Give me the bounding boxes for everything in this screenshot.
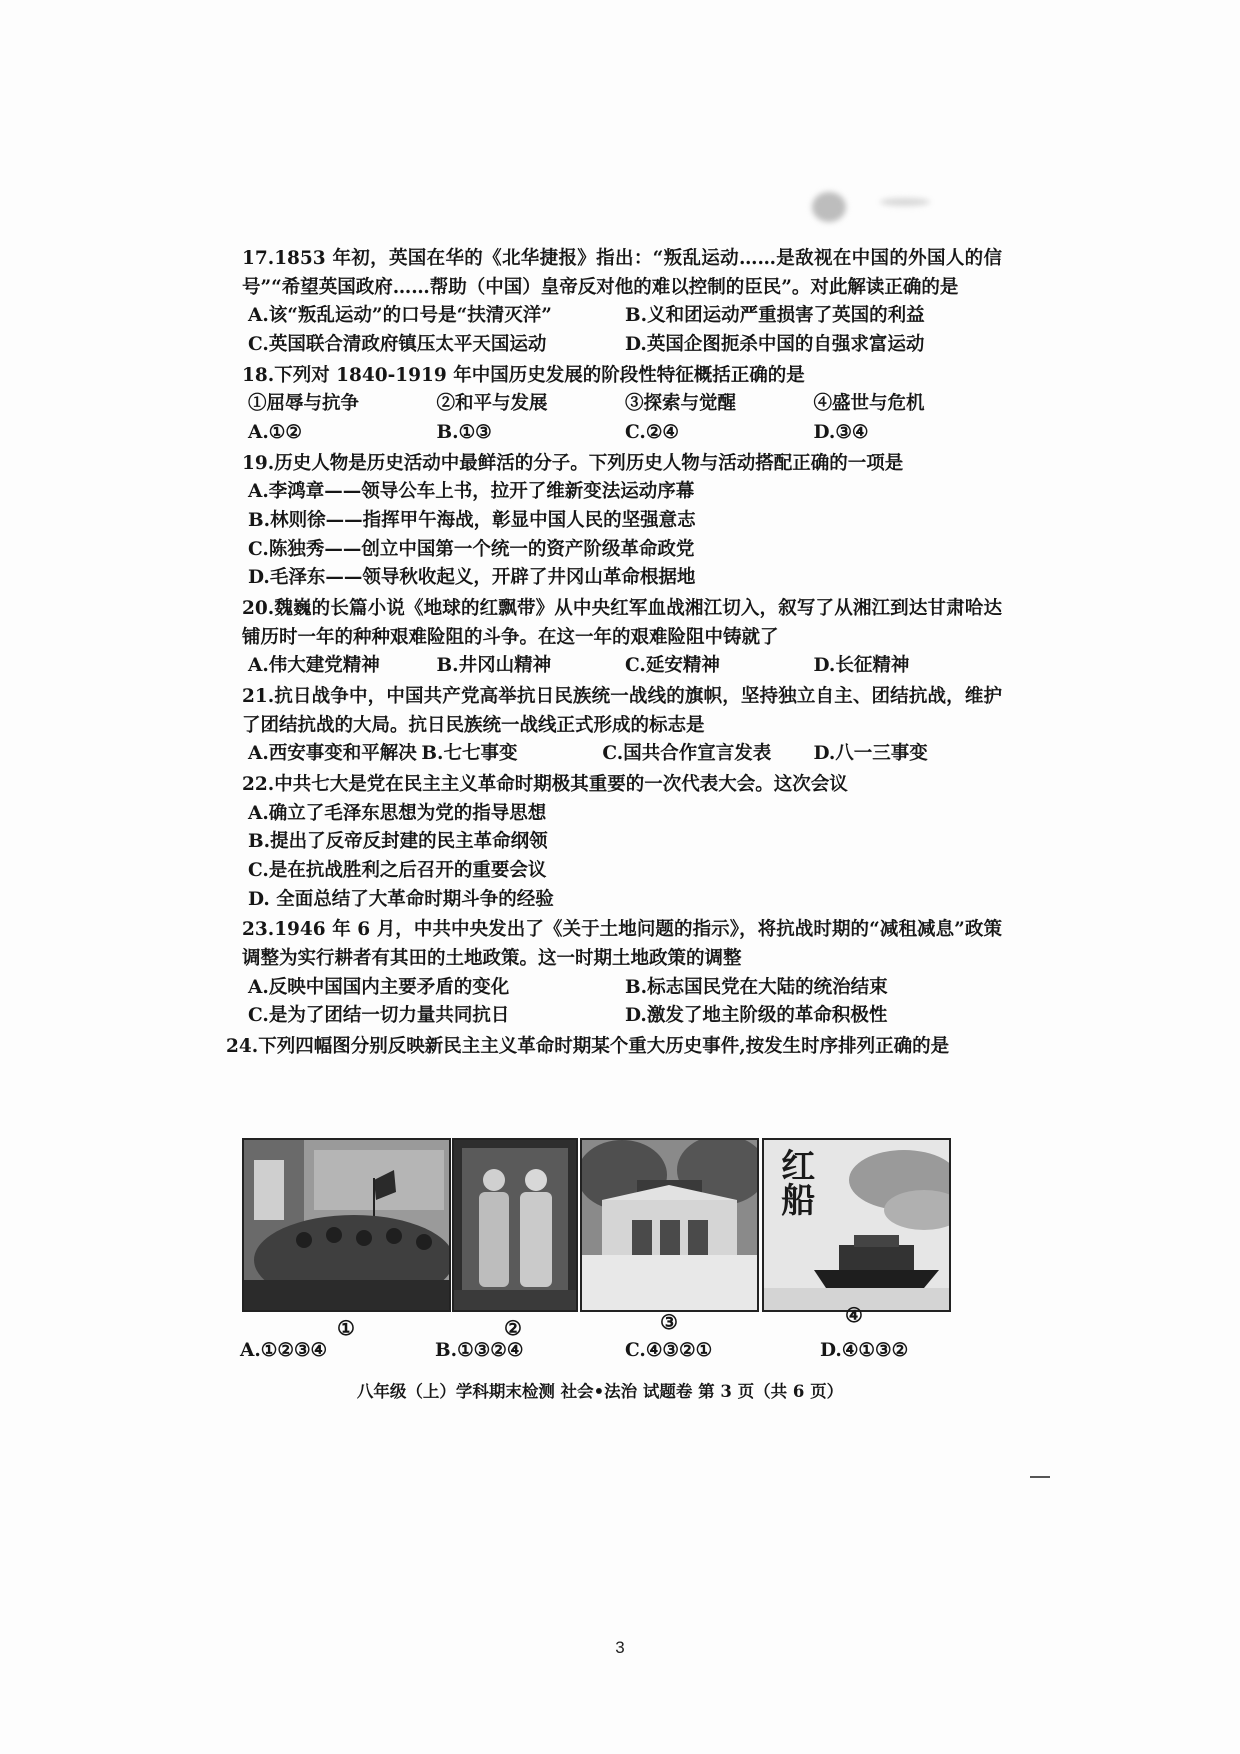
picture-3-building-photo xyxy=(580,1138,759,1312)
option-a: A.反映中国国内主要矛盾的变化 xyxy=(248,976,510,998)
question-stem xyxy=(242,245,1002,302)
question-21 xyxy=(242,683,1002,769)
option-b: B.①③②④ xyxy=(435,1340,524,1361)
picture-4-red-boat-painting xyxy=(762,1138,951,1312)
question-stem xyxy=(242,683,1002,740)
option-d: D.③④ xyxy=(813,422,869,444)
question-stem xyxy=(242,916,1002,973)
question-text: 历史人物是历史活动中最鲜活的分子。下列历史人物与活动搭配正确的一项是 xyxy=(274,452,904,474)
question-stem xyxy=(242,771,1002,800)
page-footer: 八年级（上）学科期末检测 社会•法治 试题卷 第 3 页（共 6 页） xyxy=(356,1382,844,1401)
option-c: C.④③②① xyxy=(625,1340,713,1361)
option-a: A.李鸿章——领导公车上书，拉开了维新变法运动序幕 xyxy=(248,481,695,503)
question-number: 21. xyxy=(242,686,275,708)
item-1: ①屈辱与抗争 xyxy=(248,393,360,415)
question-18 xyxy=(242,362,1002,448)
option-d: D.长征精神 xyxy=(813,655,910,677)
question-number: 18. xyxy=(242,364,275,386)
option-list xyxy=(242,478,1002,593)
question-text: 魏巍的长篇小说《地球的红飘带》从中央红军血战湘江切入，叙写了从湘江到达甘肃哈达铺历时一年的种种艰难险阻的斗争。在这一年的艰难险阻中铸就了 xyxy=(242,598,1002,648)
question-19 xyxy=(242,450,1002,593)
question-text: 1853 年初，英国在华的《北华捷报》指出：“叛乱运动……是敌视在中国的外国人的信号”“希望英国政府……帮助（中国）皇帝反对他的难以控制的臣民”。对此解读正确的是 xyxy=(242,248,1002,298)
option-b: B.标志国民党在大陆的统治结束 xyxy=(625,976,888,998)
option-d: D. 全面总结了大革命时期斗争的经验 xyxy=(248,888,554,910)
option-c: C.延安精神 xyxy=(625,655,720,677)
option-d: D.④①③② xyxy=(820,1340,909,1361)
option-list xyxy=(242,974,1002,1031)
picture-1-crowd-photo xyxy=(242,1138,451,1312)
question-number: 20. xyxy=(242,598,275,620)
question-20 xyxy=(242,595,1002,681)
memorial-building-icon xyxy=(582,1140,757,1310)
option-c: C.②④ xyxy=(625,422,680,444)
item-2: ②和平与发展 xyxy=(436,393,548,415)
question-24-options xyxy=(240,1340,1000,1361)
scan-smudge xyxy=(880,198,930,206)
option-a: A.伟大建党精神 xyxy=(248,655,380,677)
option-list xyxy=(242,800,1002,915)
question-stem xyxy=(242,362,1002,391)
question-number: 17. xyxy=(242,248,275,269)
option-a: A.确立了毛泽东思想为党的指导思想 xyxy=(248,802,547,824)
question-text: 1946 年 6 月，中共中央发出了《关于土地问题的指示》，将抗战时期的“减租减息”政策调整为实行耕者有其田的土地政策。这一时期土地政策的调整 xyxy=(242,919,1002,970)
option-c: C.是在抗战胜利之后召开的重要会议 xyxy=(248,860,547,882)
crowd-photo-icon xyxy=(244,1140,449,1310)
option-list xyxy=(242,302,1002,359)
option-b: B.义和团运动严重损害了英国的利益 xyxy=(625,305,925,327)
option-list xyxy=(242,419,1002,448)
portrait-photo-icon xyxy=(454,1140,576,1310)
option-d: D.毛泽东——领导秋收起义，开辟了井冈山革命根据地 xyxy=(248,567,696,589)
option-a: A.西安事变和平解决 xyxy=(248,743,417,765)
item-3: ③探索与觉醒 xyxy=(625,393,737,415)
question-number: 23. xyxy=(242,919,275,941)
option-list xyxy=(242,652,1002,681)
question-24 xyxy=(226,1033,1002,1062)
question-text: 下列对 1840-1919 年中国历史发展的阶段性特征概括正确的是 xyxy=(274,364,805,386)
option-c: C.陈独秀——创立中国第一个统一的资产阶级革命政党 xyxy=(248,538,695,560)
question-number: 22. xyxy=(242,774,275,796)
question-stem xyxy=(242,595,1002,652)
option-a: A.①② xyxy=(248,422,302,444)
option-b: B.①③ xyxy=(436,422,492,444)
option-d: D.八一三事变 xyxy=(813,743,928,765)
question-23 xyxy=(242,916,1002,1031)
option-b: B.林则徐——指挥甲午海战，彰显中国人民的坚强意志 xyxy=(248,510,696,532)
picture-label-2: ② xyxy=(504,1316,522,1340)
question-list xyxy=(226,245,1002,1064)
option-c: C.是为了团结一切力量共同抗日 xyxy=(248,1005,510,1027)
question-17 xyxy=(242,245,1002,360)
question-stem xyxy=(226,1033,1002,1062)
option-c: C.国共合作宣言发表 xyxy=(602,743,772,765)
question-number: 19. xyxy=(242,452,275,474)
scan-smudge xyxy=(812,192,846,222)
option-d: D.激发了地主阶级的革命积极性 xyxy=(625,1005,888,1027)
option-list xyxy=(242,740,1002,769)
picture-label-1: ① xyxy=(337,1316,355,1340)
option-c: C.英国联合清政府镇压太平天国运动 xyxy=(248,334,547,356)
question-text: 抗日战争中，中国共产党高举抗日民族统一战线的旗帜，坚持独立自主、团结抗战，维护了团结抗战的大局。抗日民族统一战线正式形成的标志是 xyxy=(242,686,1002,736)
page-number: 3 xyxy=(615,1638,625,1657)
picture-label-4: ④ xyxy=(845,1303,863,1327)
boat-calligraphy: 红船 xyxy=(774,1148,815,1216)
item-list xyxy=(242,390,1002,419)
question-text: 中共七大是党在民主主义革命时期极其重要的一次代表大会。这次会议 xyxy=(274,774,848,796)
picture-2-portrait-photo xyxy=(452,1138,578,1312)
question-number: 24. xyxy=(226,1036,259,1058)
question-stem xyxy=(242,450,1002,479)
option-b: B.提出了反帝反封建的民主革命纲领 xyxy=(248,831,548,853)
option-a: A.①②③④ xyxy=(240,1340,328,1361)
picture-row xyxy=(242,1138,1002,1338)
question-22 xyxy=(242,771,1002,914)
option-b: B.井冈山精神 xyxy=(436,655,552,677)
option-a: A.该“叛乱运动”的口号是“扶清灭洋” xyxy=(248,305,552,327)
item-4: ④盛世与危机 xyxy=(813,393,925,415)
scan-edge-mark xyxy=(1030,1476,1050,1478)
picture-label-3: ③ xyxy=(660,1310,678,1334)
option-d: D.英国企图扼杀中国的自强求富运动 xyxy=(625,334,925,356)
question-text: 下列四幅图分别反映新民主主义革命时期某个重大历史事件,按发生时序排列正确的是 xyxy=(258,1036,950,1058)
option-b: B.七七事变 xyxy=(421,743,518,765)
